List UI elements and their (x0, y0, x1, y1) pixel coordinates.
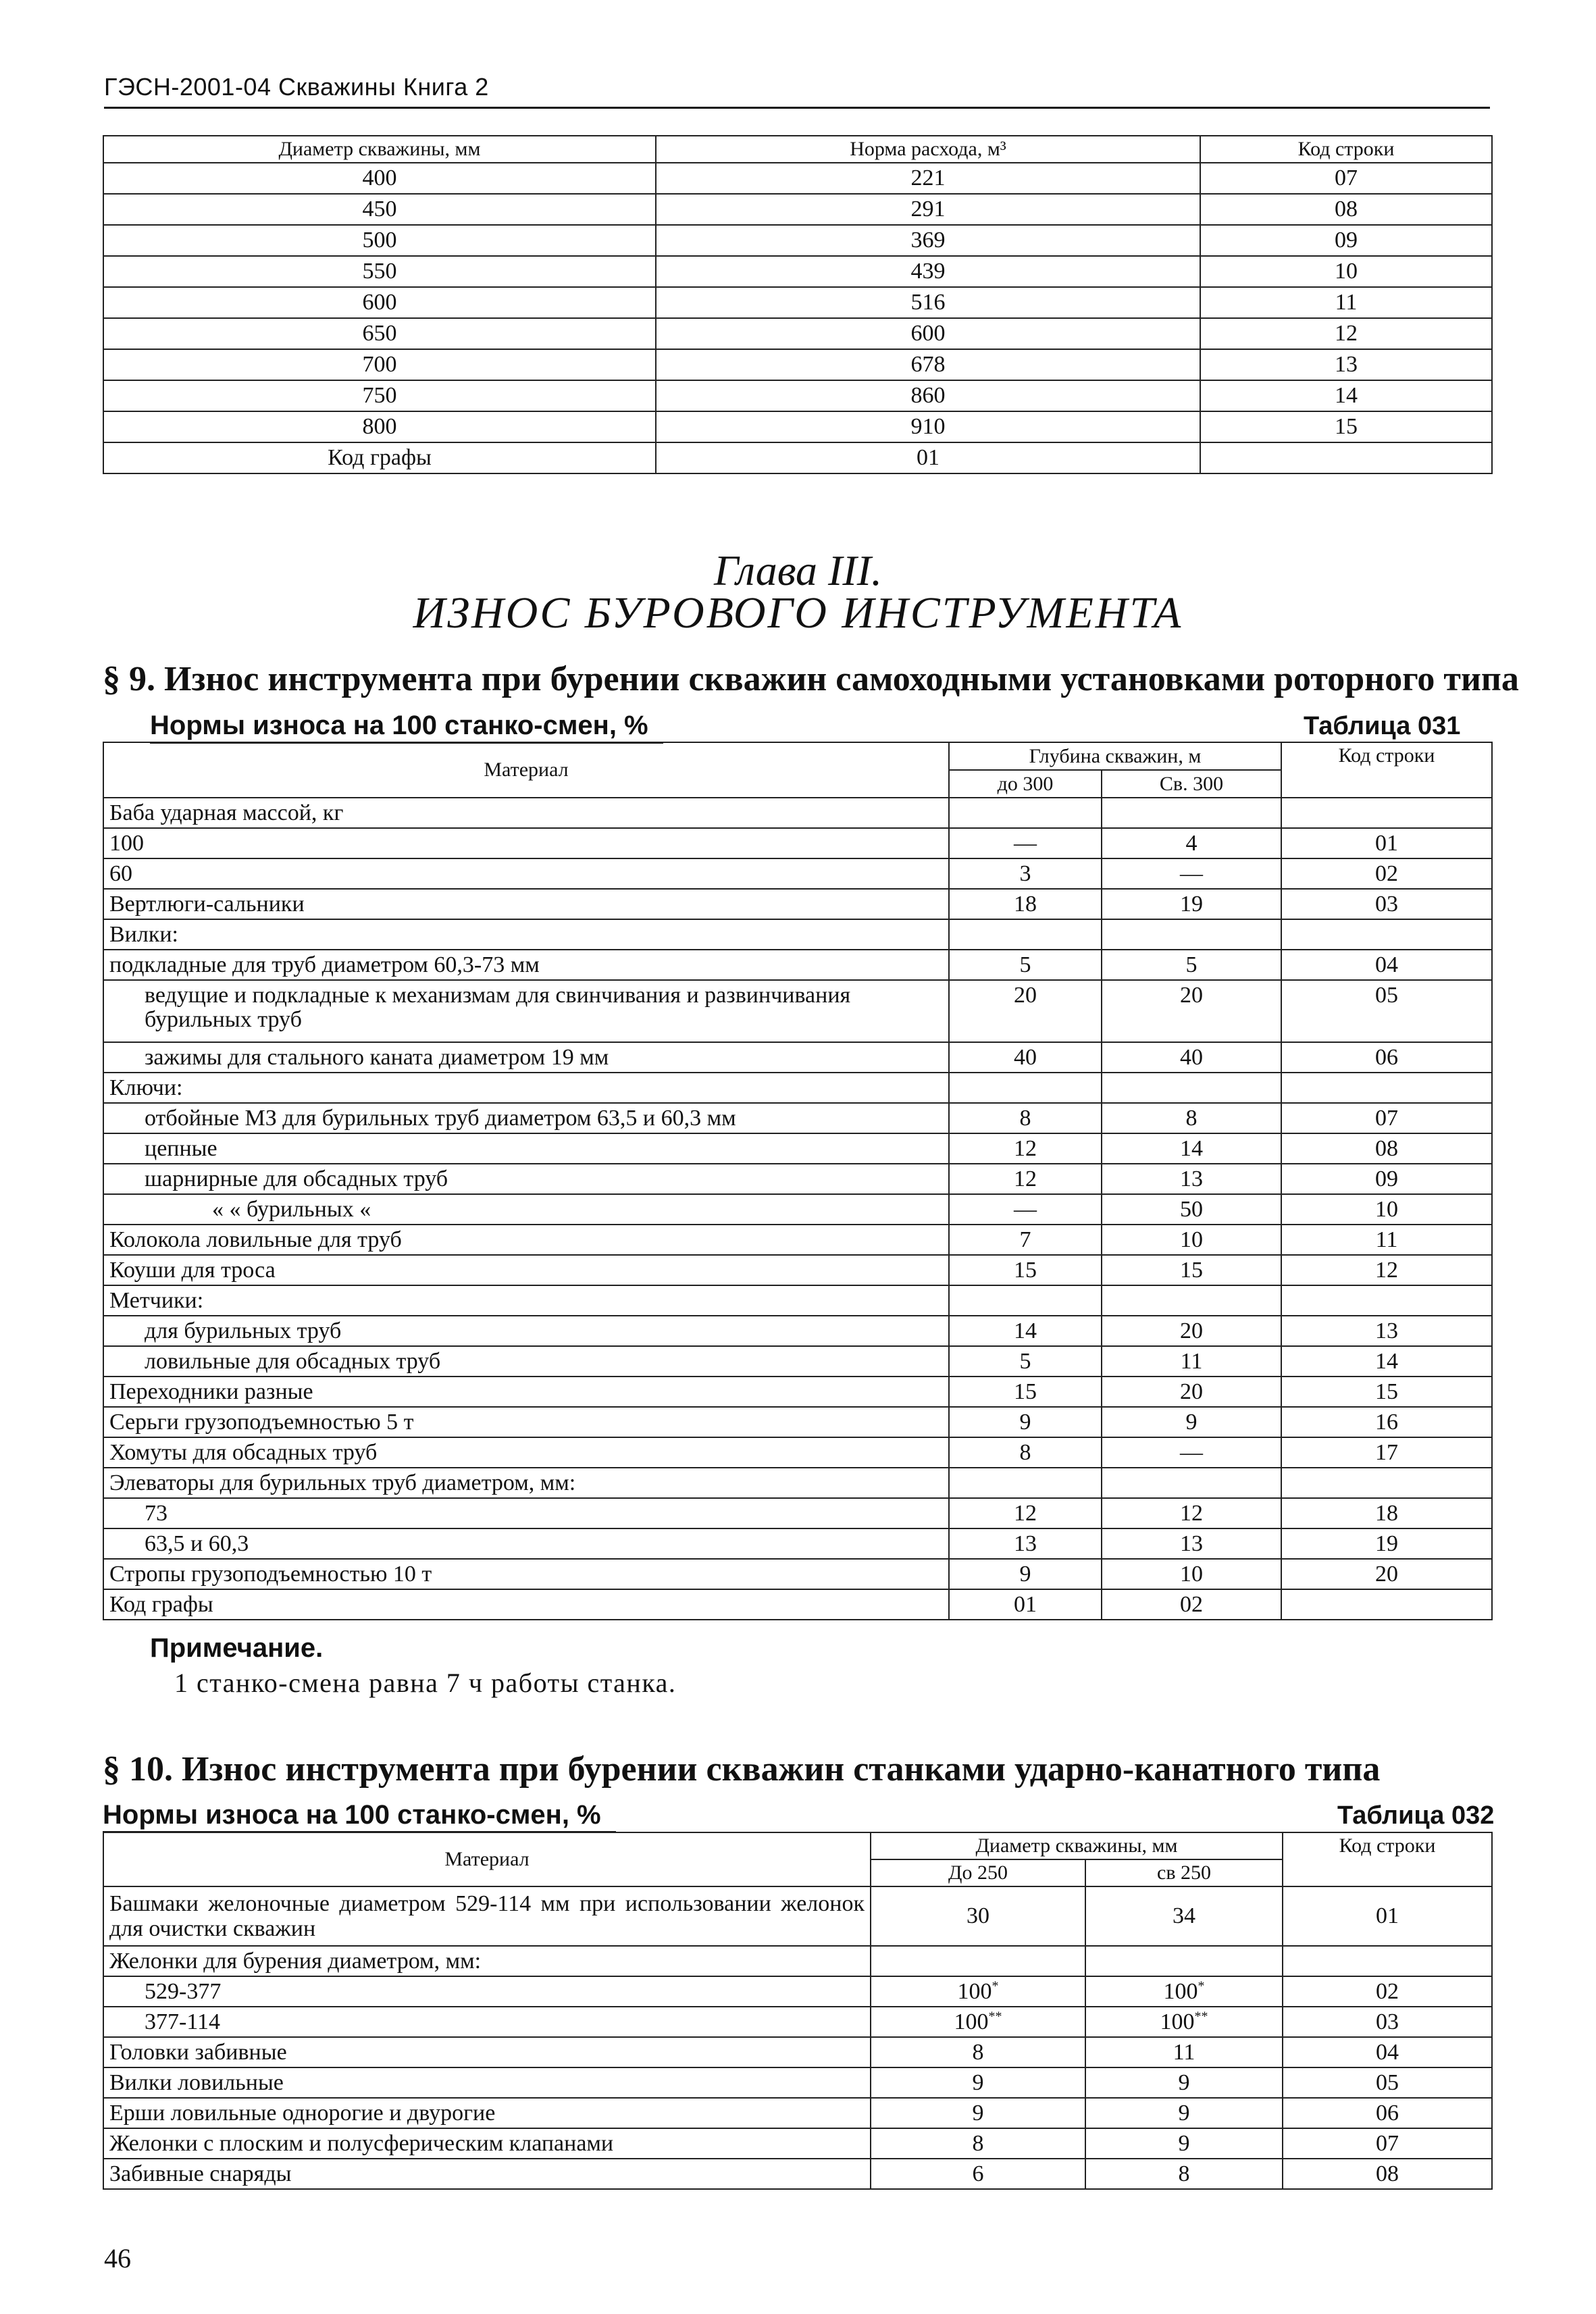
value-cell: 30 (871, 1886, 1085, 1946)
value-cell: 12 (949, 1164, 1102, 1194)
value-cell: — (1102, 858, 1281, 889)
norm-cell: 516 (656, 287, 1200, 318)
value-cell: 8 (871, 2037, 1085, 2067)
value-cell: 12 (949, 1133, 1102, 1164)
footnote-mark: * (992, 1978, 999, 1994)
material-cell: 73 (103, 1498, 949, 1528)
value-cell: 20 (1102, 1316, 1281, 1346)
table-row (103, 1103, 1492, 1133)
table-footer-row (103, 1589, 1492, 1620)
column-code-label: Код графы (103, 1589, 949, 1620)
code-cell: 20 (1281, 1559, 1492, 1589)
column-code-cell: 01 (656, 442, 1200, 473)
code-cell: 03 (1283, 2007, 1492, 2037)
column-code-cell: 02 (1102, 1589, 1281, 1620)
material-cell: шарнирные для обсадных труб (103, 1164, 949, 1194)
material-cell: Стропы грузоподъемностью 10 т (103, 1559, 949, 1589)
value-cell: 12 (949, 1498, 1102, 1528)
value-cell: 14 (949, 1316, 1102, 1346)
table-row (103, 225, 1492, 256)
value-cell: 13 (1102, 1528, 1281, 1559)
value-cell: 11 (1085, 2037, 1283, 2067)
material-cell: Желонки с плоским и полусферическим клапанами (103, 2128, 871, 2159)
code-cell: 15 (1281, 1377, 1492, 1407)
value-cell: 4 (1102, 828, 1281, 858)
value-cell: 18 (949, 889, 1102, 919)
code-cell: 07 (1281, 1103, 1492, 1133)
table-row (103, 1437, 1492, 1468)
value-cell: 9 (949, 1559, 1102, 1589)
material-cell: Вилки: (103, 919, 949, 950)
table-row (103, 380, 1492, 411)
table-row (103, 2007, 1492, 2037)
table-row (103, 919, 1492, 950)
code-cell: 04 (1281, 950, 1492, 980)
code-cell (1281, 1073, 1492, 1103)
value-cell: 10 (1102, 1225, 1281, 1255)
code-cell: 13 (1281, 1316, 1492, 1346)
material-cell: 63,5 и 60,3 (103, 1528, 949, 1559)
norm-cell: 678 (656, 349, 1200, 380)
table-row (103, 1377, 1492, 1407)
col-header-upto-250: До 250 (871, 1859, 1085, 1886)
value-cell: 50 (1102, 1194, 1281, 1225)
value-cell (1102, 1468, 1281, 1498)
table-row (103, 798, 1492, 828)
col-header-diameter: Диаметр скважины, мм (871, 1832, 1283, 1859)
table-row (103, 1886, 1492, 1946)
table-row (103, 318, 1492, 349)
chapter-title: Глава III. (714, 546, 882, 594)
col-header-diameter: Диаметр скважины, мм (103, 136, 656, 163)
material-cell: Переходники разные (103, 1377, 949, 1407)
value-cell: 8 (949, 1103, 1102, 1133)
code-cell: 01 (1283, 1886, 1492, 1946)
table-row (103, 1073, 1492, 1103)
table-row (103, 889, 1492, 919)
section-10-title: § 10. Износ инструмента при бурении скважин станками ударно-канатного типа (103, 1750, 1381, 1789)
diameter-cell: 800 (103, 411, 656, 442)
table-row (103, 1042, 1492, 1073)
table-032-body (103, 1886, 1492, 2189)
value-cell (949, 1073, 1102, 1103)
norm-cell: 221 (656, 163, 1200, 194)
code-cell: 12 (1200, 318, 1492, 349)
footnote-mark: * (1198, 1978, 1205, 1994)
table-row (103, 2098, 1492, 2128)
table-row (103, 2067, 1492, 2098)
material-cell: Желонки для бурения диаметром, мм: (103, 1946, 871, 1976)
code-cell: 13 (1200, 349, 1492, 380)
material-cell: Ерши ловильные однорогие и двурогие (103, 2098, 871, 2128)
chapter-subtitle: ИЗНОС БУРОВОГО ИНСТРУМЕНТА (413, 588, 1183, 638)
material-cell: ловильные для обсадных труб (103, 1346, 949, 1377)
value-cell (1085, 1946, 1283, 1976)
value-cell: 15 (949, 1255, 1102, 1285)
table-row (103, 1346, 1492, 1377)
value-cell: — (1102, 1437, 1281, 1468)
material-cell: 100 (103, 828, 949, 858)
material-cell: Метчики: (103, 1285, 949, 1316)
material-cell: Серьги грузоподъемностью 5 т (103, 1407, 949, 1437)
code-cell (1281, 919, 1492, 950)
norms-caption-032: Нормы износа на 100 станко-смен, % (103, 1800, 601, 1830)
value-cell: 5 (949, 950, 1102, 980)
code-cell: 08 (1283, 2159, 1492, 2189)
material-cell: Забивные снаряды (103, 2159, 871, 2189)
code-cell (1281, 798, 1492, 828)
table-031 (103, 742, 1493, 1620)
value-cell (949, 1285, 1102, 1316)
value-cell (949, 1468, 1102, 1498)
diameter-cell: 550 (103, 256, 656, 287)
norm-cell: 291 (656, 194, 1200, 225)
material-cell: Вилки ловильные (103, 2067, 871, 2098)
table-row (103, 1946, 1492, 1976)
value-cell: 9 (1102, 1407, 1281, 1437)
table-row (103, 980, 1492, 1042)
col-header-code: Код строки (1200, 136, 1492, 163)
value-cell: 9 (1085, 2098, 1283, 2128)
col-header-over-250: св 250 (1085, 1859, 1283, 1886)
value-cell: 100* (1085, 1976, 1283, 2007)
value-cell: 12 (1102, 1498, 1281, 1528)
value-cell: 9 (871, 2067, 1085, 2098)
table-row (103, 1498, 1492, 1528)
diameter-cell: 450 (103, 194, 656, 225)
code-cell: 18 (1281, 1498, 1492, 1528)
value-cell: — (949, 1194, 1102, 1225)
code-cell: 05 (1283, 2067, 1492, 2098)
consumption-norms-body (103, 163, 1492, 473)
value-cell: 8 (1085, 2159, 1283, 2189)
value-cell: 9 (871, 2098, 1085, 2128)
value-cell: 5 (1102, 950, 1281, 980)
diameter-cell: 400 (103, 163, 656, 194)
code-cell: 15 (1200, 411, 1492, 442)
material-cell: цепные (103, 1133, 949, 1164)
table-row (103, 2037, 1492, 2067)
code-cell (1281, 1468, 1492, 1498)
table-row (103, 1225, 1492, 1255)
code-cell: 10 (1281, 1194, 1492, 1225)
diameter-cell: 750 (103, 380, 656, 411)
material-cell: Башмаки желоночные диаметром 529-114 мм при использовании желонок для очистки скважин (103, 1886, 871, 1946)
norm-cell: 600 (656, 318, 1200, 349)
value-cell: 100** (1085, 2007, 1283, 2037)
value-cell: 15 (949, 1377, 1102, 1407)
value-cell: 100* (871, 1976, 1085, 2007)
table-row (103, 1407, 1492, 1437)
table-row (103, 349, 1492, 380)
value-cell: 8 (871, 2128, 1085, 2159)
table-row (103, 1316, 1492, 1346)
value-cell: 19 (1102, 889, 1281, 919)
table-row (103, 1285, 1492, 1316)
table-row (103, 1255, 1492, 1285)
column-code-cell: 01 (949, 1589, 1102, 1620)
table-footer-row (103, 442, 1492, 473)
value-cell: 9 (949, 1407, 1102, 1437)
code-cell: 14 (1200, 380, 1492, 411)
col-header-material: Материал (103, 742, 949, 798)
value-cell (871, 1946, 1085, 1976)
col-header-code: Код строки (1283, 1832, 1492, 1886)
table-row (103, 411, 1492, 442)
table-number-032: Таблица 032 (1337, 1801, 1495, 1830)
code-cell: 01 (1281, 828, 1492, 858)
consumption-norms-table (103, 135, 1493, 474)
code-cell: 06 (1283, 2098, 1492, 2128)
code-cell: 03 (1281, 889, 1492, 919)
code-cell: 07 (1200, 163, 1492, 194)
table-row (103, 1194, 1492, 1225)
code-cell: 05 (1281, 980, 1492, 1042)
material-cell: 377-114 (103, 2007, 871, 2037)
page-number: 46 (104, 2243, 131, 2273)
diameter-cell: 650 (103, 318, 656, 349)
value-cell: 8 (1102, 1103, 1281, 1133)
value-cell (1102, 1073, 1281, 1103)
table-row (103, 287, 1492, 318)
code-cell: 07 (1283, 2128, 1492, 2159)
col-header-upto-300: до 300 (949, 770, 1102, 798)
value-cell: 100** (871, 2007, 1085, 2037)
col-header-norm: Норма расхода, м³ (656, 136, 1200, 163)
value-cell: 40 (1102, 1042, 1281, 1073)
table-row (103, 858, 1492, 889)
material-cell: 529-377 (103, 1976, 871, 2007)
value-cell: 14 (1102, 1133, 1281, 1164)
code-cell: 12 (1281, 1255, 1492, 1285)
code-cell: 10 (1200, 256, 1492, 287)
note-heading: Примечание. (150, 1633, 324, 1663)
table-row (103, 2159, 1492, 2189)
value-cell (1102, 919, 1281, 950)
norm-cell: 860 (656, 380, 1200, 411)
code-cell (1281, 1285, 1492, 1316)
value-cell: 5 (949, 1346, 1102, 1377)
material-cell: зажимы для стального каната диаметром 19 мм (103, 1042, 949, 1073)
table-row (103, 1164, 1492, 1194)
code-cell: 17 (1281, 1437, 1492, 1468)
value-cell: 20 (1102, 980, 1281, 1042)
code-cell: 02 (1281, 858, 1492, 889)
table-row (103, 2128, 1492, 2159)
code-cell: 19 (1281, 1528, 1492, 1559)
code-cell: 16 (1281, 1407, 1492, 1437)
value-cell: 10 (1102, 1559, 1281, 1589)
table-number-031: Таблица 031 (1304, 712, 1461, 740)
code-cell: 09 (1281, 1164, 1492, 1194)
code-cell: 08 (1200, 194, 1492, 225)
value-cell: 34 (1085, 1886, 1283, 1946)
code-cell: 09 (1200, 225, 1492, 256)
norm-cell: 439 (656, 256, 1200, 287)
table-row (103, 828, 1492, 858)
col-header-over-300: Св. 300 (1102, 770, 1281, 798)
value-cell: 15 (1102, 1255, 1281, 1285)
column-code-cell (1200, 442, 1492, 473)
footnote-mark: ** (988, 2009, 1002, 2024)
value-cell: 20 (1102, 1377, 1281, 1407)
header-rule (104, 107, 1490, 109)
value-cell (1102, 1285, 1281, 1316)
table-row (103, 1468, 1492, 1498)
value-cell: 11 (1102, 1346, 1281, 1377)
material-cell: 60 (103, 858, 949, 889)
value-cell: 13 (949, 1528, 1102, 1559)
material-cell: ведущие и подкладные к механизмам для свинчивания и развинчивания бурильных труб (103, 980, 949, 1042)
table-row (103, 950, 1492, 980)
value-cell: 9 (1085, 2128, 1283, 2159)
value-cell: 8 (949, 1437, 1102, 1468)
table-row (103, 1976, 1492, 2007)
value-cell (1102, 798, 1281, 828)
material-cell: Хомуты для обсадных труб (103, 1437, 949, 1468)
material-cell: для бурильных труб (103, 1316, 949, 1346)
page-header: ГЭСН-2001-04 Скважины Книга 2 (104, 73, 489, 101)
material-cell: Головки забивные (103, 2037, 871, 2067)
norm-cell: 369 (656, 225, 1200, 256)
section-9-title: § 9. Износ инструмента при бурении скважин самоходными установками роторного типа (103, 660, 1519, 698)
material-cell: Ключи: (103, 1073, 949, 1103)
table-031-body (103, 798, 1492, 1620)
footnote-mark: ** (1194, 2009, 1208, 2024)
norm-cell: 910 (656, 411, 1200, 442)
diameter-cell: 600 (103, 287, 656, 318)
value-cell: 3 (949, 858, 1102, 889)
value-cell: 7 (949, 1225, 1102, 1255)
material-cell: « « бурильных « (103, 1194, 949, 1225)
table-row (103, 1133, 1492, 1164)
material-cell: Колокола ловильные для труб (103, 1225, 949, 1255)
code-cell: 04 (1283, 2037, 1492, 2067)
value-cell: 6 (871, 2159, 1085, 2189)
code-cell: 11 (1281, 1225, 1492, 1255)
value-cell: — (949, 828, 1102, 858)
value-cell: 13 (1102, 1164, 1281, 1194)
col-header-code: Код строки (1281, 742, 1492, 798)
col-header-depth: Глубина скважин, м (949, 742, 1281, 770)
value-cell: 40 (949, 1042, 1102, 1073)
column-code-label: Код графы (103, 442, 656, 473)
diameter-cell: 500 (103, 225, 656, 256)
table-row (103, 1559, 1492, 1589)
table-row (103, 1528, 1492, 1559)
table-row (103, 194, 1492, 225)
material-cell: Баба ударная массой, кг (103, 798, 949, 828)
material-cell: Вертлюги-сальники (103, 889, 949, 919)
value-cell: 20 (949, 980, 1102, 1042)
col-header-material: Материал (103, 1832, 871, 1886)
material-cell: Элеваторы для бурильных труб диаметром, мм: (103, 1468, 949, 1498)
value-cell (949, 919, 1102, 950)
code-cell: 06 (1281, 1042, 1492, 1073)
table-row (103, 163, 1492, 194)
material-cell: отбойные МЗ для бурильных труб диаметром 63,5 и 60,3 мм (103, 1103, 949, 1133)
code-cell: 08 (1281, 1133, 1492, 1164)
material-cell: Коуши для троса (103, 1255, 949, 1285)
code-cell: 02 (1283, 1976, 1492, 2007)
diameter-cell: 700 (103, 349, 656, 380)
column-code-cell (1281, 1589, 1492, 1620)
note-text: 1 станко-смена равна 7 ч работы станка. (174, 1668, 677, 1698)
table-row (103, 256, 1492, 287)
code-cell: 11 (1200, 287, 1492, 318)
value-cell (949, 798, 1102, 828)
material-cell: подкладные для труб диаметром 60,3-73 мм (103, 950, 949, 980)
table-032 (103, 1832, 1493, 2190)
code-cell (1283, 1946, 1492, 1976)
code-cell: 14 (1281, 1346, 1492, 1377)
value-cell: 9 (1085, 2067, 1283, 2098)
norms-caption-031: Нормы износа на 100 станко-смен, % (150, 711, 648, 740)
